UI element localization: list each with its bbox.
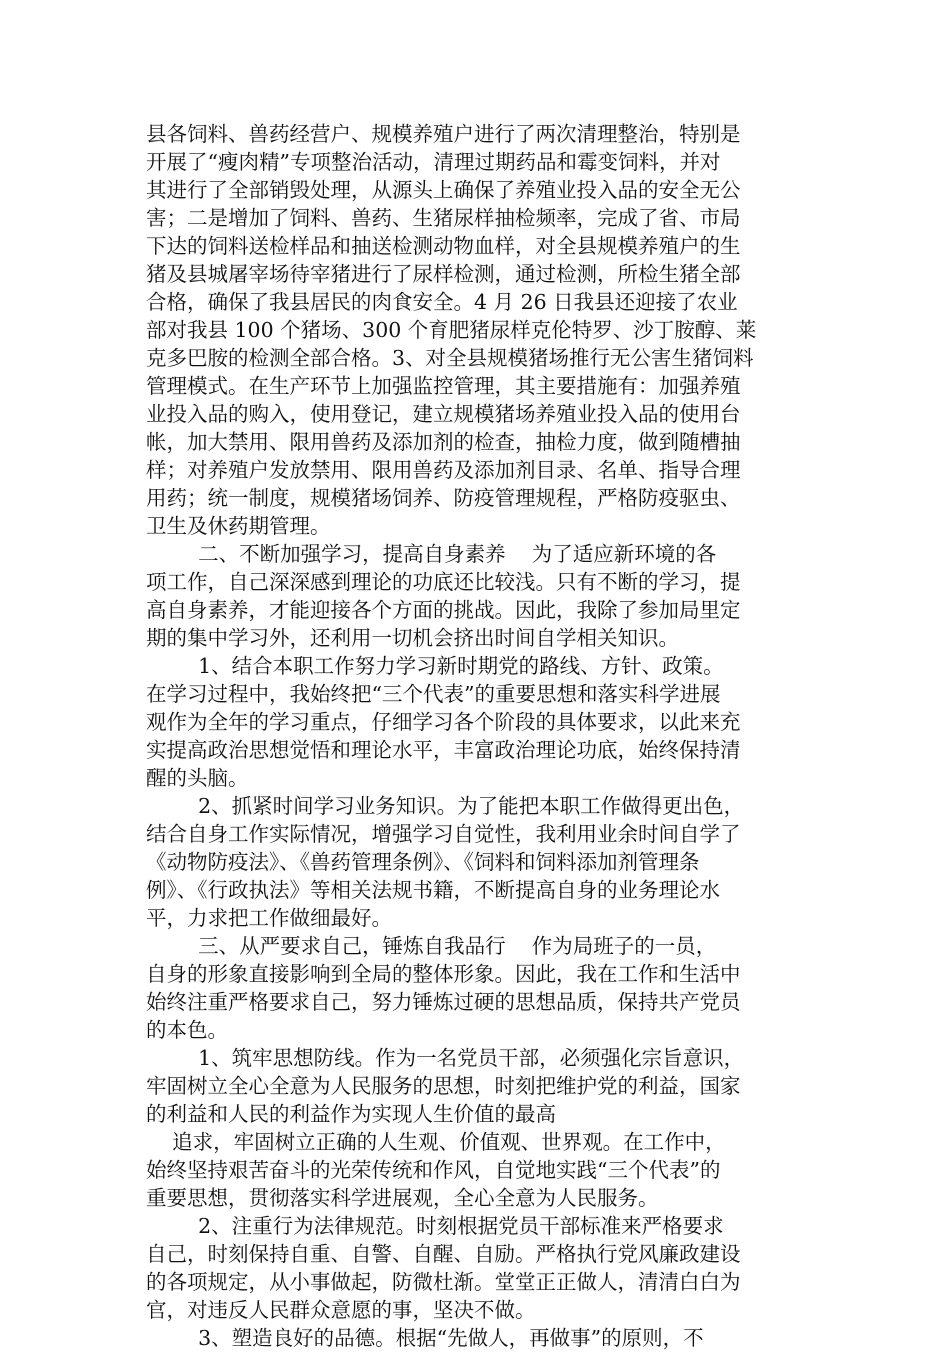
text-line: 牢固树立全心全意为人民服务的思想，时刻把维护党的利益，国家 — [146, 1074, 741, 1098]
text-line: 样；对养殖户发放禁用、限用兽药及添加剂目录、名单、指导合理 — [146, 458, 741, 482]
text-line: 帐，加大禁用、限用兽药及添加剂的检查，抽检力度，做到随槽抽 — [146, 430, 741, 454]
section-heading-line: 二、不断加强学习，提高自身素养 为了适应新环境的各 — [146, 542, 717, 566]
text-line: 始终坚持艰苦奋斗的光荣传统和作风，自觉地实践“三个代表”的 — [146, 1158, 721, 1182]
text-line: 实提高政治思想觉悟和理论水平，丰富政治理论功底，始终保持清 — [146, 738, 741, 762]
text-line: 官，对违反人民群众意愿的事，坚决不做。 — [146, 1298, 536, 1322]
text-line: 的各项规定，从小事做起，防微杜渐。堂堂正正做人，清清白白为 — [146, 1270, 741, 1294]
text-line: 卫生及休药期管理。 — [146, 514, 331, 538]
text-line: 其进行了全部销毁处理，从源头上确保了养殖业投入品的安全无公 — [146, 178, 741, 202]
text-line: 1、结合本职工作努力学习新时期党的路线、方针、政策。 — [146, 654, 724, 678]
text-line: 始终注重严格要求自己，努力锤炼过硬的思想品质，保持共产党员 — [146, 990, 741, 1014]
text-line: 2、注重行为法律规范。时刻根据党员干部标准来严格要求 — [146, 1214, 724, 1238]
text-line: 克多巴胺的检测全部合格。3、对全县规模猪场推行无公害生猪饲料 — [146, 346, 754, 370]
text-line: 的本色。 — [146, 1018, 228, 1042]
text-line: 业投入品的购入，使用登记，建立规模猪场养殖业投入品的使用台 — [146, 402, 741, 426]
text-line: 《动物防疫法》、《兽药管理条例》、《饲料和饲料添加剂管理条 — [146, 850, 700, 874]
text-line: 项工作，自己深深感到理论的功底还比较浅。只有不断的学习，提 — [146, 570, 741, 594]
text-line: 重要思想，贯彻落实科学进展观，全心全意为人民服务。 — [146, 1186, 659, 1210]
text-line: 1、筑牢思想防线。作为一名党员干部，必须强化宗旨意识， — [146, 1046, 745, 1070]
text-line: 自身的形象直接影响到全局的整体形象。因此，我在工作和生活中 — [146, 962, 741, 986]
text-line: 合格，确保了我县居民的肉食安全。4 月 26 日我县还迎接了农业 — [146, 290, 738, 314]
text-line: 猪及县城屠宰场待宰猪进行了尿样检测，通过检测，所检生猪全部 — [146, 262, 741, 286]
text-line: 观作为全年的学习重点，仔细学习各个阶段的具体要求，以此来充 — [146, 710, 741, 734]
text-line: 管理模式。在生产环节上加强监控管理，其主要措施有：加强养殖 — [146, 374, 741, 398]
text-line: 自己，时刻保持自重、自警、自醒、自励。严格执行党风廉政建设 — [146, 1242, 741, 1266]
text-line: 县各饲料、兽药经营户、规模养殖户进行了两次清理整治，特别是 — [146, 122, 741, 146]
text-line: 高自身素养，才能迎接各个方面的挑战。因此，我除了参加局里定 — [146, 598, 741, 622]
text-line: 部对我县 100 个猪场、300 个育肥猪尿样克伦特罗、沙丁胺醇、莱 — [146, 318, 757, 342]
text-line: 的利益和人民的利益作为实现人生价值的最高 — [146, 1102, 556, 1126]
text-line: 例》、《行政执法》等相关法规书籍，不断提高自身的业务理论水 — [146, 878, 720, 902]
section-heading-line: 三、从严要求自己，锤炼自我品行 作为局班子的一员， — [146, 934, 717, 958]
text-line: 用药；统一制度，规模猪场饲养、防疫管理规程，严格防疫驱虫、 — [146, 486, 741, 510]
text-line: 下达的饲料送检样品和抽送检测动物血样，对全县规模养殖户的生 — [146, 234, 741, 258]
text-line: 醒的头脑。 — [146, 766, 249, 790]
text-line: 2、抓紧时间学习业务知识。为了能把本职工作做得更出色， — [146, 794, 745, 818]
text-line: 害；二是增加了饲料、兽药、生猪尿样抽检频率，完成了省、市局 — [146, 206, 741, 230]
text-line: 结合自身工作实际情况，增强学习自觉性，我利用业余时间自学了 — [146, 822, 741, 846]
text-line: 开展了“瘦肉精”专项整治活动，清理过期药品和霉变饲料，并对 — [146, 150, 721, 174]
text-line: 平，力求把工作做细最好。 — [146, 906, 392, 930]
text-line: 期的集中学习外，还利用一切机会挤出时间自学相关知识。 — [146, 626, 679, 650]
text-line: 3、塑造良好的品德。根据“先做人，再做事”的原则，不 — [146, 1326, 704, 1350]
text-line: 追求，牢固树立正确的人生观、价值观、世界观。在工作中， — [146, 1130, 726, 1154]
text-line: 在学习过程中，我始终把“三个代表”的重要思想和落实科学进展 — [146, 682, 721, 706]
